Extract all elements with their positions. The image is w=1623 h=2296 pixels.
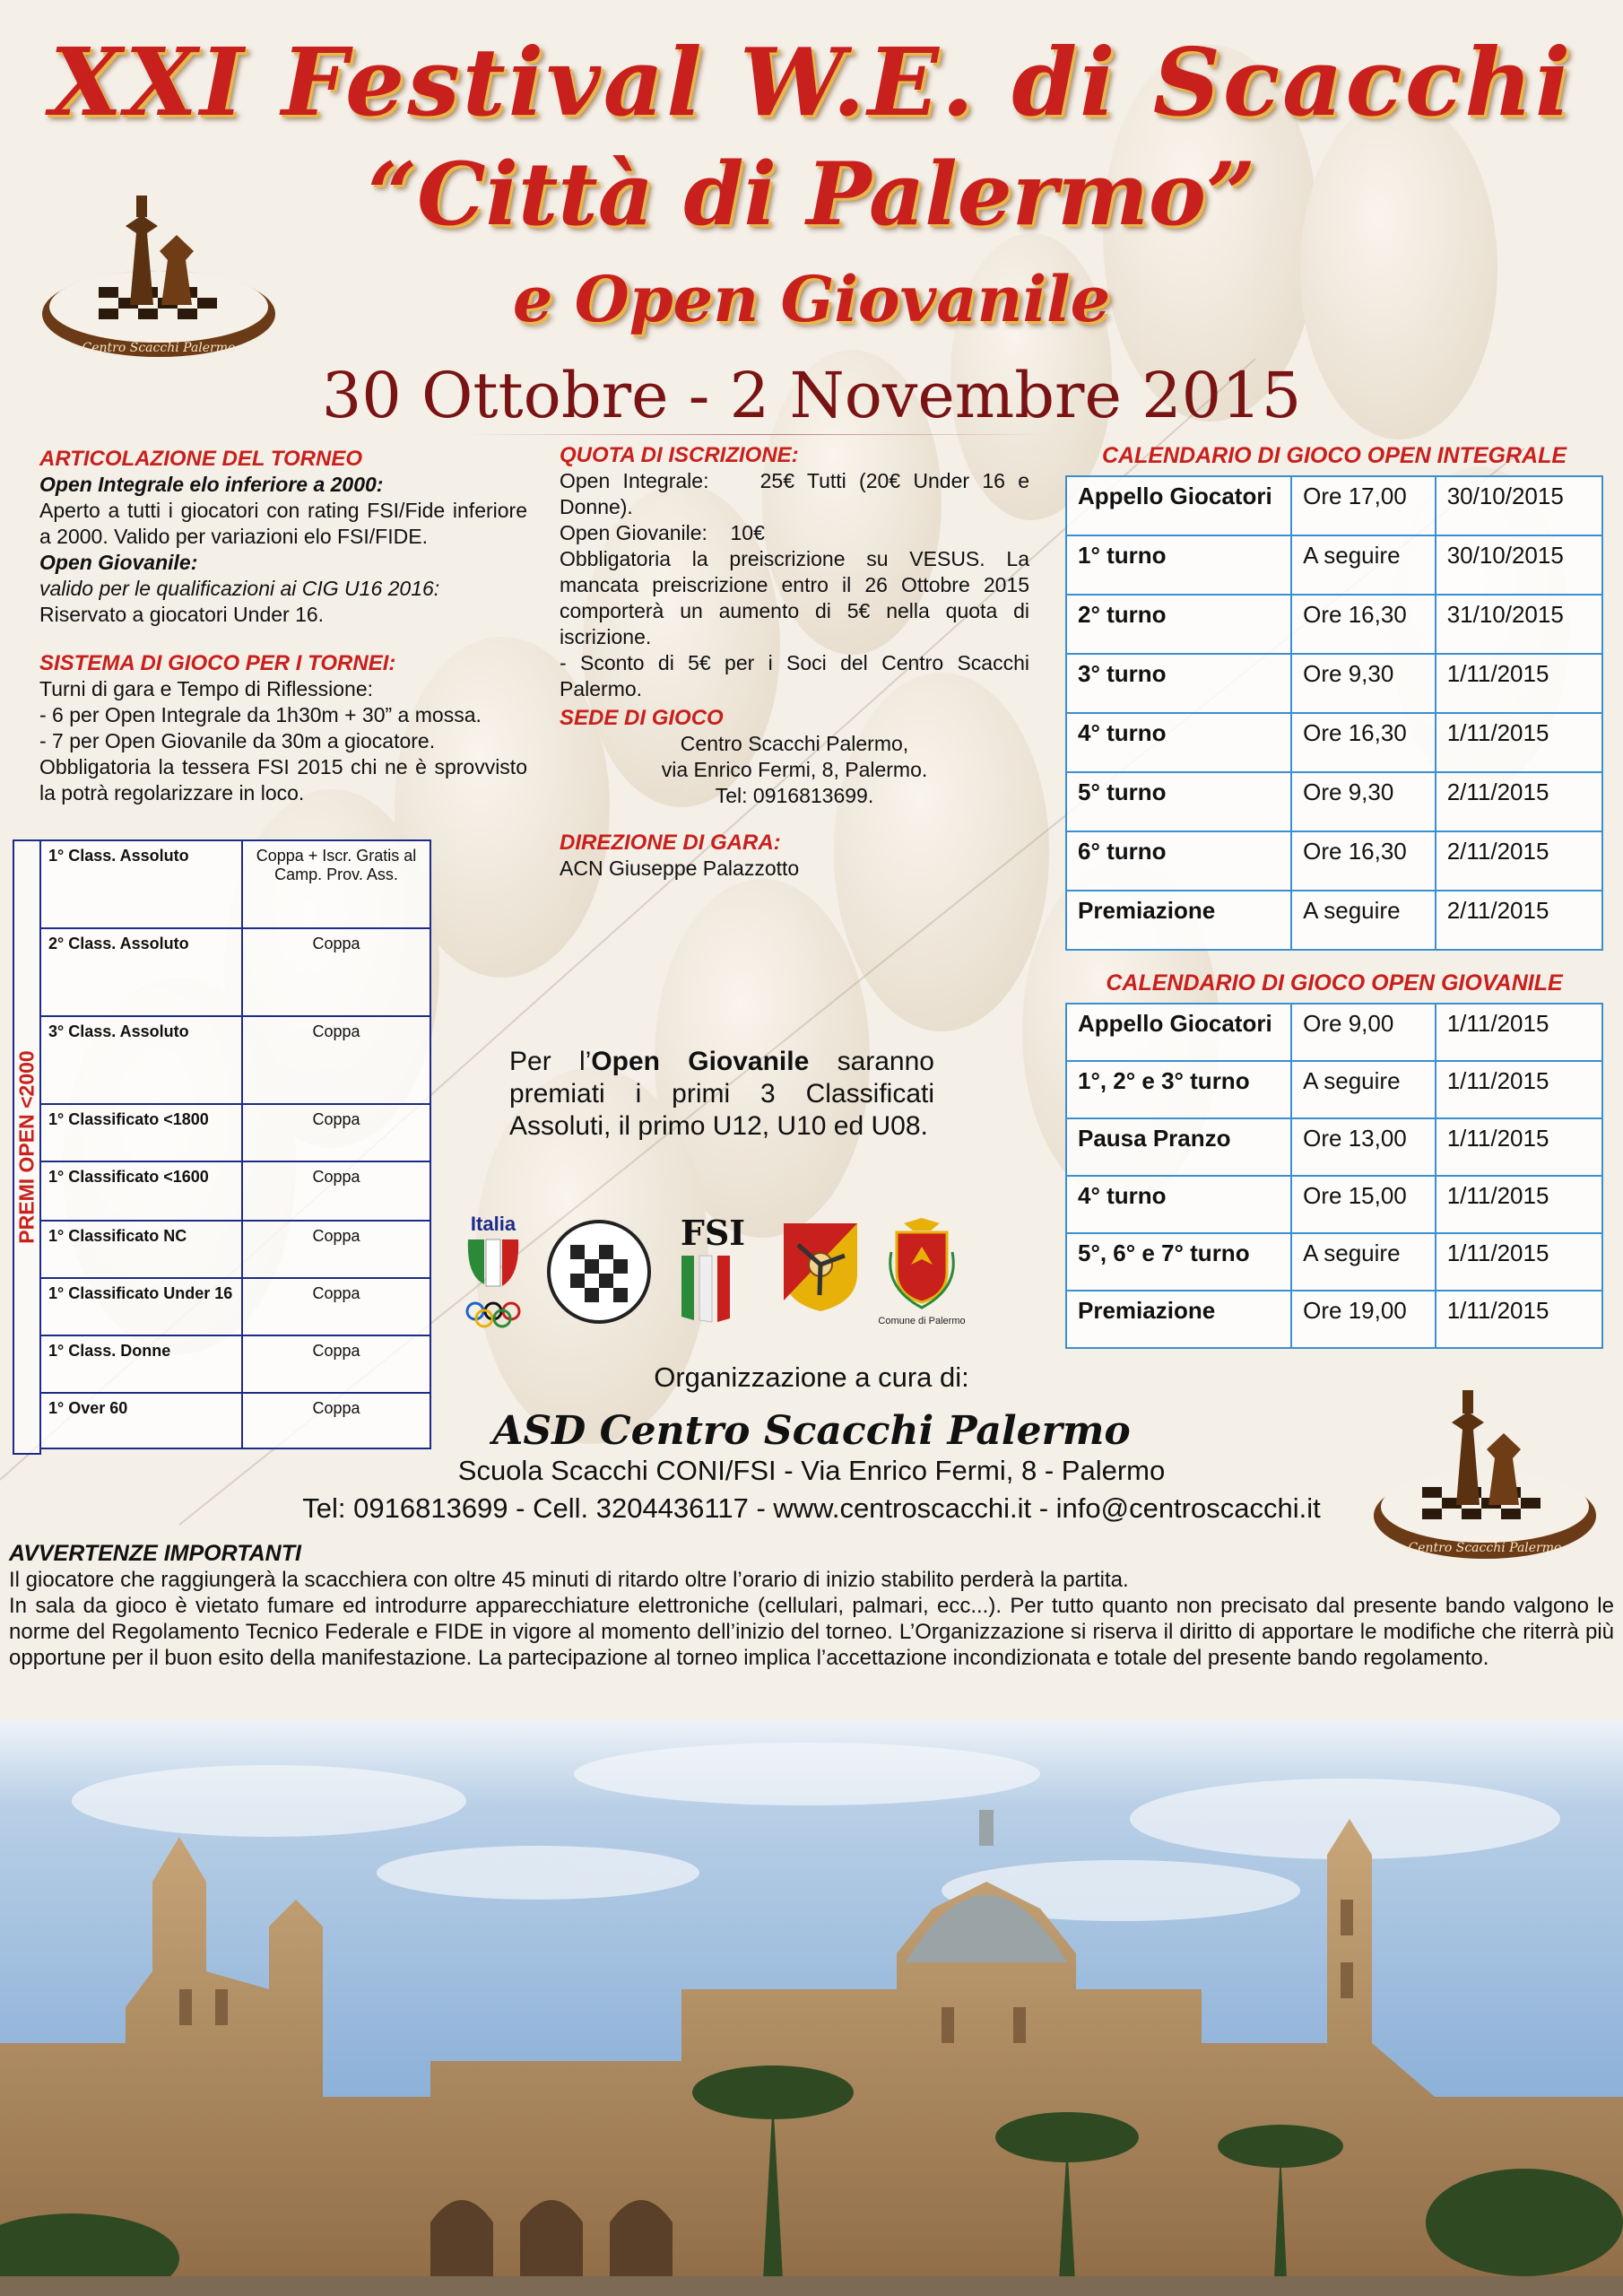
avvertenze-p1: Il giocatore che raggiungerà la scacchiera con oltre 45 minuti di ritardo oltre l’orario di inizio stabilito perderà la partita.: [9, 1568, 1129, 1592]
prize-place: 1° Over 60: [40, 1393, 242, 1448]
giovanile-premi-text: [509, 1046, 934, 1143]
avvertenze-heading: AVVERTENZE IMPORTANTI: [9, 1541, 301, 1566]
cal-date: 1/11/2015: [1436, 1118, 1602, 1176]
quota-section: [560, 443, 1029, 882]
premi-open-table: [39, 839, 431, 1449]
org-name: ASD Centro Scacchi Palermo: [492, 1408, 1131, 1454]
prize-place: 1° Classificato <1600: [40, 1161, 242, 1221]
cal-giovanile-table: [1065, 1003, 1603, 1349]
cal-label: 1°, 2° e 3° turno: [1066, 1061, 1291, 1118]
cal-label: Premiazione: [1066, 891, 1291, 950]
sistema-note: Obbligatoria la tessera FSI 2015 chi ne è sprovvisto la potrà regolarizzare in loco.: [39, 755, 527, 804]
prize-value: Coppa: [242, 1161, 430, 1221]
quota-giovanile: Open Giovanile: 10€: [560, 521, 765, 544]
logo-text: Centro Scacchi Palermo: [1408, 1541, 1562, 1555]
table-row: [1066, 713, 1602, 772]
cal-date: 31/10/2015: [1436, 595, 1602, 654]
integrale-text: Aperto a tutti i giocatori con rating FSI/Fide inferiore a 2000. Valido per variazioni elo FSI/FIDE.: [39, 499, 527, 548]
fsi-emblem-logo: [543, 1218, 655, 1326]
dates-divider: [466, 434, 1049, 435]
prize-place: 1° Class. Donne: [40, 1335, 242, 1393]
prize-value: Coppa: [242, 1335, 430, 1393]
cal-label: 1° turno: [1066, 535, 1291, 595]
cal-time: A seguire: [1291, 891, 1436, 950]
sede-heading: SEDE DI GIOCO: [560, 706, 724, 730]
cal-label: 5°, 6° e 7° turno: [1066, 1233, 1291, 1291]
table-row: [1066, 1004, 1602, 1061]
giovanile-text: Riservato a giocatori Under 16.: [39, 603, 325, 626]
cal-label: Appello Giocatori: [1066, 476, 1291, 535]
quota-text: Obbligatoria la preiscrizione su VESUS. La mancata preiscrizione entro il 26 Ottobre 2015 comporterà un aumento di 5€ nella quota di iscrizione.: [560, 547, 1029, 648]
prize-place: 1° Classificato NC: [40, 1221, 242, 1278]
table-row: [40, 928, 430, 1016]
table-row: [1066, 831, 1602, 891]
logo-text: Centro Scacchi Palermo: [82, 341, 236, 355]
cal-date: 1/11/2015: [1436, 1176, 1602, 1233]
cal-label: 3° turno: [1066, 654, 1291, 713]
cal-time: Ore 16,30: [1291, 831, 1436, 891]
cal-label: Appello Giocatori: [1066, 1004, 1291, 1061]
giovanile-premi-pre: Per l’: [509, 1047, 592, 1076]
centro-scacchi-logo-bottom: [1368, 1372, 1601, 1570]
sicilia-region-logo: [780, 1220, 861, 1313]
articolazione-heading: ARTICOLAZIONE DEL TORNEO: [39, 447, 363, 471]
palermo-cathedral-photo: [0, 1720, 1623, 2296]
giovanile-premi-bold: Open Giovanile: [591, 1047, 810, 1076]
comune-label: Comune di Palermo: [878, 1316, 966, 1326]
table-row: [40, 1278, 430, 1335]
quota-heading: QUOTA DI ISCRIZIONE:: [560, 443, 799, 467]
title-line-2: “Città di Palermo”: [367, 144, 1256, 245]
cal-date: 1/11/2015: [1436, 1061, 1602, 1118]
cal-date: 2/11/2015: [1436, 831, 1602, 891]
cal-label: 4° turno: [1066, 1176, 1291, 1233]
cal-time: Ore 9,30: [1291, 654, 1436, 713]
cal-time: Ore 16,30: [1291, 713, 1436, 772]
table-row: [1066, 1291, 1602, 1348]
avvertenze-section: [9, 1541, 1614, 1671]
giovanile-premi-post: saranno premiati i primi 3 Classificati Assoluti, il primo U12, U10 ed U08.: [509, 1047, 934, 1141]
integrale-title: Open Integrale elo inferiore a 2000:: [39, 473, 384, 496]
cal-time: Ore 15,00: [1291, 1176, 1436, 1233]
org-line-2: Tel: 0916813699 - Cell. 3204436117 - www.centroscacchi.it - info@centroscacchi.it: [302, 1492, 1321, 1524]
cal-label: 2° turno: [1066, 595, 1291, 654]
fsi-logo: [673, 1213, 753, 1329]
cal-date: 1/11/2015: [1436, 1004, 1602, 1061]
sistema-line: - 7 per Open Giovanile da 30m a giocatore.: [39, 729, 436, 752]
cal-date: 30/10/2015: [1436, 535, 1602, 595]
sistema-line: - 6 per Open Integrale da 1h30m + 30” a mossa.: [39, 703, 482, 726]
prize-value: Coppa: [242, 1278, 430, 1335]
prize-value: Coppa: [242, 1104, 430, 1161]
quota-sconto: - Sconto di 5€ per i Soci del Centro Scacchi Palermo.: [560, 651, 1029, 700]
table-row: [1066, 654, 1602, 713]
cal-date: 1/11/2015: [1436, 654, 1602, 713]
cal-label: 6° turno: [1066, 831, 1291, 891]
direzione-heading: DIREZIONE DI GARA:: [560, 831, 781, 855]
sede-line: Centro Scacchi Palermo,: [680, 732, 909, 755]
event-dates: 30 Ottobre - 2 Novembre 2015: [321, 359, 1302, 432]
prize-place: 1° Class. Assoluto: [40, 840, 242, 928]
cal-time: Ore 13,00: [1291, 1118, 1436, 1176]
cal-date: 1/11/2015: [1436, 1291, 1602, 1348]
table-row: [40, 1161, 430, 1221]
prize-place: 3° Class. Assoluto: [40, 1016, 242, 1104]
prize-value: Coppa: [242, 1221, 430, 1278]
sede-line: Tel: 0916813699.: [715, 784, 874, 807]
table-row: [40, 1221, 430, 1278]
prize-value: Coppa: [242, 1393, 430, 1448]
giovanile-sub: valido per le qualificazioni ai CIG U16 2016:: [39, 577, 440, 600]
premi-vertical-label: PREMI OPEN <2000: [14, 1050, 39, 1244]
table-row: [1066, 1233, 1602, 1291]
comune-palermo-logo: [877, 1216, 985, 1329]
table-row: [1066, 772, 1602, 831]
prize-value: Coppa: [242, 928, 430, 1016]
table-row: [1066, 891, 1602, 950]
cal-integrale-heading: CALENDARIO DI GIOCO OPEN INTEGRALE: [1101, 443, 1567, 468]
cal-integrale-table: [1065, 475, 1603, 951]
prize-value: Coppa + Iscr. Gratis al Camp. Prov. Ass.: [242, 840, 430, 928]
prize-place: 1° Classificato Under 16: [40, 1278, 242, 1335]
cal-label: 5° turno: [1066, 772, 1291, 831]
cal-giovanile-heading: CALENDARIO DI GIOCO OPEN GIOVANILE: [1106, 970, 1563, 996]
cal-time: Ore 17,00: [1291, 476, 1436, 535]
prize-value: Coppa: [242, 1016, 430, 1104]
title-line-3: e Open Giovanile: [512, 262, 1111, 336]
table-row: [40, 1104, 430, 1161]
italia-coni-logo: [457, 1213, 529, 1329]
avvertenze-p2: In sala da gioco è vietato fumare ed introdurre apparecchiature elettroniche (cellulari, palmari, ecc...). Per tutto quanto non precisato dal presente bando valgono le norme del Regolamento Tecnico Federale e FIDE in vigore al momento dell’inizio del torneo. L’Organizzazione si riserva il diritto di apportare le modifiche che riterrà più opportune per il buon esito della manifestazione. La partecipazione al torneo implica l’accettazione incondizionata e totale del presente bando regolamento.: [9, 1594, 1614, 1670]
table-row: [1066, 1061, 1602, 1118]
table-row: [1066, 535, 1602, 595]
quota-integrale: Open Integrale: 25€ Tutti (20€ Under 16 e Donne).: [560, 469, 1029, 518]
title-line-1: XXI Festival W.E. di Scacchi: [49, 27, 1574, 137]
cal-time: Ore 19,00: [1291, 1291, 1436, 1348]
cal-time: Ore 16,30: [1291, 595, 1436, 654]
cal-time: Ore 9,00: [1291, 1004, 1436, 1061]
table-row: [1066, 595, 1602, 654]
org-line-1: Scuola Scacchi CONI/FSI - Via Enrico Fermi, 8 - Palermo: [457, 1455, 1166, 1486]
prize-place: 1° Classificato <1800: [40, 1104, 242, 1161]
cal-date: 2/11/2015: [1436, 772, 1602, 831]
cal-time: Ore 9,30: [1291, 772, 1436, 831]
cal-time: A seguire: [1291, 1061, 1436, 1118]
cal-time: A seguire: [1291, 535, 1436, 595]
table-row: [1066, 1118, 1602, 1176]
table-row: [40, 1016, 430, 1104]
table-row: [1066, 476, 1602, 535]
articolazione-section: [39, 447, 527, 806]
cal-label: Pausa Pranzo: [1066, 1118, 1291, 1176]
sistema-line: Turni di gara e Tempo di Riflessione:: [39, 677, 374, 700]
table-row: [40, 840, 430, 928]
prize-place: 2° Class. Assoluto: [40, 928, 242, 1016]
sponsor-logos: [457, 1213, 986, 1329]
fsi-label: FSI: [680, 1213, 746, 1253]
sistema-heading: SISTEMA DI GIOCO PER I TORNEI:: [39, 651, 396, 675]
cal-date: 2/11/2015: [1436, 891, 1602, 950]
giovanile-title: Open Giovanile:: [39, 551, 198, 574]
direzione-text: ACN Giuseppe Palazzotto: [560, 857, 800, 880]
table-row: [1066, 1176, 1602, 1233]
cal-label: Premiazione: [1066, 1291, 1291, 1348]
italia-label: Italia: [470, 1213, 516, 1235]
cal-time: A seguire: [1291, 1233, 1436, 1291]
org-intro: Organizzazione a cura di:: [654, 1361, 969, 1393]
cal-label: 4° turno: [1066, 713, 1291, 772]
cal-date: 30/10/2015: [1436, 476, 1602, 535]
cal-date: 1/11/2015: [1436, 713, 1602, 772]
cal-date: 1/11/2015: [1436, 1233, 1602, 1291]
sede-line: via Enrico Fermi, 8, Palermo.: [661, 758, 928, 781]
